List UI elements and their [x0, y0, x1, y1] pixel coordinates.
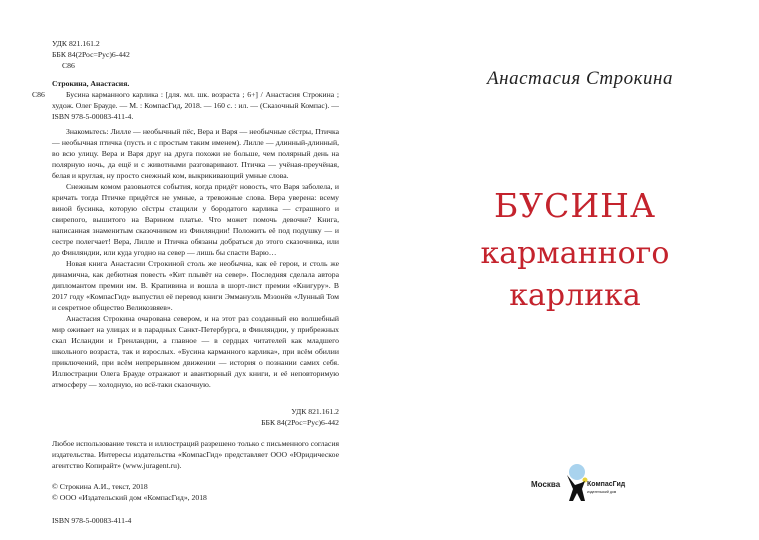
- entry-sign: С86: [32, 90, 45, 99]
- bbk-right: ББК 84(2Рос=Рус)6-442: [261, 418, 339, 427]
- logo-subtitle: издательский дом: [587, 490, 617, 494]
- book-title-line-2: карманного: [480, 236, 670, 271]
- copyright-block: [52, 481, 207, 503]
- book-title-line-3: карлика: [509, 278, 641, 313]
- annotation-paragraph: Анастасия Строкина очарована севером, и на этот раз созданный ею волшебный мир оживает на улицах и в парадных Санкт-Петербурга, в Финляндии, у прибрежных скал Исландии и Гренландии, а главное — в сердцах читателей как младшего школьного возраста, так и взрослых. «Бусина карманного карлика», при всём обилии приключений, при всём непрерывном движении — история о познании самих себя. Иллюстрации Олега Брауде отражают и авантюрный дух книги, и её неповторимую атмосферу — холодную, но всё-таки сказочную.: [52, 314, 339, 389]
- udk: УДК 821.161.2: [52, 39, 100, 48]
- logo-brand: КомпасГид: [587, 481, 626, 488]
- annotation-paragraph: Снежным комом разовьются события, когда придёт новость, что Варя заболела, и кричать тогда Птичке придётся не умные, а тревожные слова. Вера уверена: всему виной бусинка, которую сёстры стащили у бородатого карлика — страшного и свирепого, вышитого на Варином платье. Что может помочь девочке? Книга, написанная знаменитым сказочником из Финляндии! Положить её под подушку — и сестре полегчает! Вера, Лилле и Птичка обязаны добраться до этого сказочника, или до Финляндии, или куда угодно на север — лишь бы спасти Варю…: [52, 182, 339, 257]
- copyright-text: © Строкина А.И., текст, 2018: [52, 482, 148, 491]
- annotation: [52, 126, 339, 390]
- author-heading: Строкина, Анастасия.: [52, 79, 130, 88]
- logo-city: Москва: [531, 480, 561, 489]
- book-author: Анастасия Строкина: [487, 68, 673, 89]
- rights-notice: Любое использование текста и иллюстраций разрешено только с письменного согласия издательства. Интересы издательства «КомпасГид» представляет ООО «Юридическое агентство Копирайт» (www.juragent.ru).: [52, 439, 339, 470]
- copyright-publisher: © ООО «Издательский дом «КомпасГид», 2018: [52, 493, 207, 502]
- book-title-line-1: БУСИНА: [494, 186, 656, 225]
- catalog-entry: Бусина карманного карлика : [для. мл. шк. возраста ; 6+] / Анастасия Строкина ; худож. Олег Брауде. — М. : КомпасГид, 2018. — 160 с. : ил. — (Сказочный Компас). — ISBN 978-5-00083-411-4.: [52, 90, 339, 121]
- annotation-paragraph: Знакомьтесь: Лилле — необычный пёс, Вера и Варя — необычные сёстры, Птичка — необычная птичка (пусть и с простым таким именем). Лилле — длинный-длинный, во всю улицу. Вера и Варя друг на друга похожи не больше, чем полярный день на полярную ночь, да ещё и с животными разговаривают. Птичка — учёная-преучёная, белая и круглая, ну просто снежный ком, выкрикивающий умные слова.: [52, 127, 339, 180]
- udk-right-block: [52, 406, 339, 428]
- udk-block: [52, 38, 130, 71]
- author-sign: С86: [62, 61, 75, 70]
- publisher-logo: [527, 463, 637, 513]
- annotation-paragraph: Новая книга Анастасии Строкиной столь же необычна, как её герои, и столь же динамична, как дебютная повесть «Кит плывёт на север». Последняя сделала автора дипломантом премии им. В. Крапивина и вошла в шорт-лист премии «Книгуру». В 2017 году «КомпасГид» выпустил её перевод книги Эммануэль Мэзонёв «Лунный Том и секретное общество Великозвяев».: [52, 259, 339, 312]
- isbn: ISBN 978-5-00083-411-4: [52, 516, 132, 525]
- bbk: ББК 84(2Рос=Рус)6-442: [52, 50, 130, 59]
- udk-right: УДК 821.161.2: [291, 407, 339, 416]
